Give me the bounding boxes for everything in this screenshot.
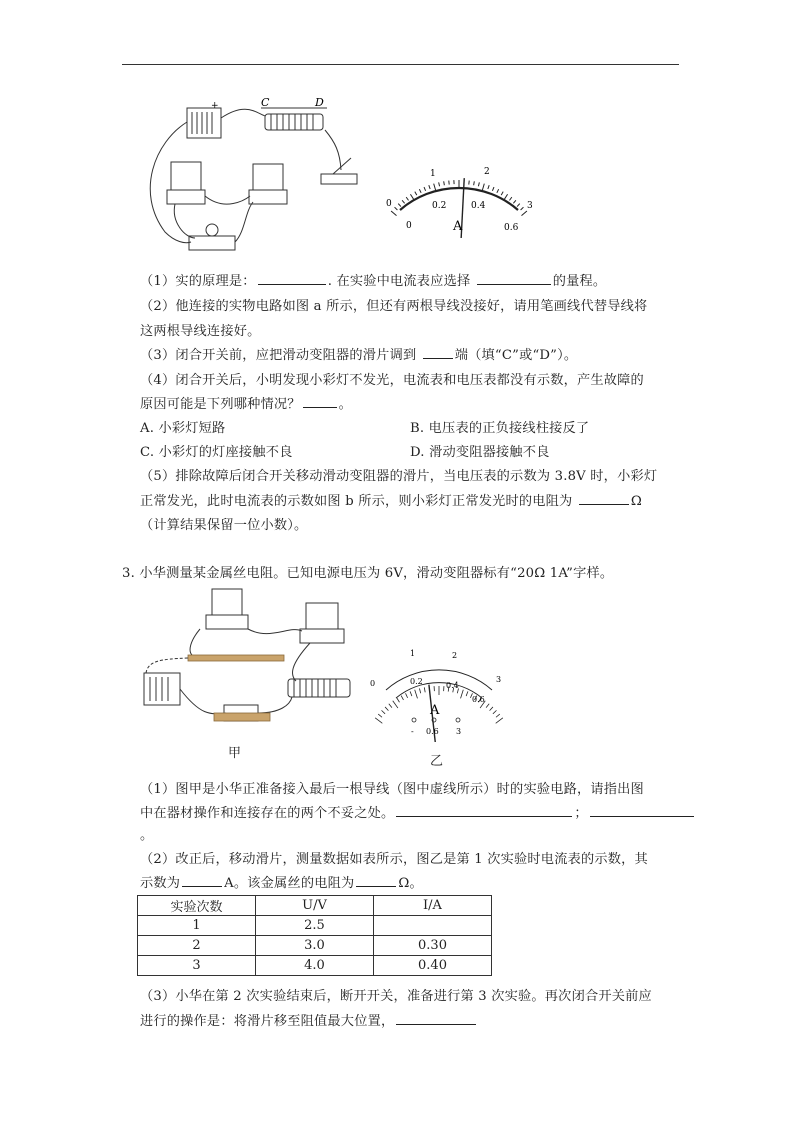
dial-tick bbox=[419, 189, 421, 193]
table-cell: 2.5 bbox=[256, 916, 374, 936]
dial-tick bbox=[490, 707, 493, 711]
dial-tick bbox=[439, 182, 440, 186]
table-header-row bbox=[138, 896, 492, 916]
dial-tick bbox=[401, 696, 403, 700]
table-cell: 3.0 bbox=[256, 936, 374, 956]
answer-blank[interactable] bbox=[356, 873, 396, 887]
dial-bottom-06: 0.6 bbox=[504, 223, 519, 233]
dial-tick bbox=[424, 687, 425, 692]
dial-tick bbox=[461, 690, 464, 699]
dial-tick bbox=[398, 204, 401, 207]
dial-tick bbox=[415, 690, 418, 699]
answer-blank[interactable] bbox=[303, 394, 337, 408]
dial-tick bbox=[382, 710, 386, 713]
dial-tick bbox=[444, 181, 445, 185]
q2-part4-line1: （4）闭合开关后，小明发现小彩灯不发光，电流表和电压表都没有示数，产生故障的 bbox=[140, 373, 644, 388]
dial2-top-2: 2 bbox=[452, 651, 458, 660]
table-header: 实验次数 bbox=[138, 896, 256, 916]
dial-tick bbox=[521, 211, 526, 216]
q2-part2-line2: 这两根导线连接好。 bbox=[140, 324, 261, 339]
answer-blank[interactable] bbox=[579, 491, 629, 505]
dial-tick bbox=[434, 184, 436, 191]
dial-tick bbox=[378, 714, 382, 717]
terminal-06: 0.6 bbox=[426, 727, 439, 736]
dial2-top-3: 3 bbox=[496, 675, 502, 684]
table-cell bbox=[374, 916, 492, 936]
header-rule bbox=[122, 64, 679, 65]
dial-tick bbox=[397, 698, 400, 702]
dial-tick bbox=[496, 718, 503, 723]
q3-part1-line1: （1）图甲是小华正准备接入最后一根导线（图中虚线所示）时的实验电路，请指出图 bbox=[140, 782, 644, 797]
dial-tick bbox=[486, 704, 489, 708]
q2-part3: （3）闭合开关前，应把滑动变阻器的滑片调到 端（填“C”或“D”）。 bbox=[140, 344, 577, 363]
dial-tick bbox=[393, 701, 398, 708]
dial-zero-bottom: 0 bbox=[406, 221, 412, 231]
fig-yi-caption: 乙 bbox=[430, 754, 444, 769]
dial-tick bbox=[395, 207, 398, 210]
answer-blank[interactable] bbox=[182, 873, 222, 887]
table-header: U/V bbox=[256, 896, 374, 916]
circuit-diagram-jia bbox=[140, 585, 358, 735]
table-row bbox=[138, 936, 492, 956]
table-cell: 2 bbox=[138, 936, 256, 956]
dial-tick bbox=[496, 714, 500, 717]
dial2-bottom-06: 0.6 bbox=[472, 695, 485, 704]
dial2-zero: 0 bbox=[370, 679, 376, 688]
q2-part4-line2: 原因可能是下列哪种情况？ 。 bbox=[140, 393, 352, 412]
answer-blank[interactable] bbox=[258, 271, 326, 285]
dial-tick bbox=[415, 192, 417, 195]
q2-part5-line1: （5）排除故障后闭合开关移动滑动变阻器的滑片，当电压表的示数为 3.8V 时，小彩灯 bbox=[140, 469, 658, 484]
dial-tick bbox=[410, 691, 412, 696]
dial-tick bbox=[501, 192, 503, 195]
dial-tick bbox=[424, 187, 426, 191]
dial-tick bbox=[429, 185, 430, 189]
dial-top-2: 2 bbox=[484, 167, 490, 177]
dial-tick bbox=[406, 197, 408, 200]
dial-tick bbox=[517, 204, 520, 207]
dial-tick bbox=[488, 185, 489, 189]
dial-tick bbox=[521, 207, 524, 210]
table-row bbox=[138, 956, 492, 976]
dial-unit: A bbox=[453, 219, 463, 234]
q2-option-a: A. 小彩灯短路 bbox=[140, 421, 226, 436]
table-header: I/A bbox=[374, 896, 492, 916]
q2-part5-line3: （计算结果保留一位小数）。 bbox=[140, 518, 308, 533]
terminal-3: 3 bbox=[456, 727, 462, 736]
table-cell: 0.30 bbox=[374, 936, 492, 956]
dial2-bottom-04: 0.4 bbox=[446, 681, 459, 690]
q2-option-d: D. 滑动变阻器接触不良 bbox=[410, 445, 550, 460]
label-d: D bbox=[315, 96, 324, 109]
q3-part3-line2: 进行的操作是：将滑片移至阻值最大位置， bbox=[140, 1010, 478, 1029]
ammeter-dial-b bbox=[378, 158, 548, 238]
data-table bbox=[137, 895, 492, 976]
table-cell: 4.0 bbox=[256, 956, 374, 976]
table-row bbox=[138, 916, 492, 936]
dial2-unit: A bbox=[430, 703, 440, 718]
dial-top-3: 3 bbox=[527, 201, 533, 211]
dial-bottom-02: 0.2 bbox=[432, 201, 447, 211]
dial-tick bbox=[497, 189, 499, 193]
dial-tick bbox=[466, 691, 468, 696]
table-cell: 1 bbox=[138, 916, 256, 936]
dial-tick bbox=[385, 707, 388, 711]
dial2-bottom-02: 0.2 bbox=[410, 677, 423, 686]
q2-part1: （1）实的原理是： . 在实验中电流表应选择 的量程。 bbox=[140, 270, 606, 289]
dial-tick bbox=[406, 693, 408, 698]
dial-tick bbox=[391, 211, 396, 216]
q3-part1-line2: 中在器材操作和连接存在的两个不妥之处。 ； bbox=[140, 802, 696, 821]
answer-blank[interactable] bbox=[396, 803, 572, 817]
dial-tick bbox=[509, 197, 511, 200]
dial-zero-top: 0 bbox=[386, 199, 392, 209]
dial2-top-1: 1 bbox=[410, 649, 416, 658]
label-c: C bbox=[261, 96, 270, 109]
ammeter-dial-yi bbox=[368, 646, 518, 742]
table-cell: 0.40 bbox=[374, 956, 492, 976]
q3-part3-line1: （3）小华在第 2 次实验结束后，断开开关，准备进行第 3 次实验。再次闭合开关前应 bbox=[140, 989, 652, 1004]
dial-tick bbox=[492, 187, 494, 191]
dial-tick bbox=[419, 688, 420, 693]
dial-tick bbox=[402, 200, 405, 203]
table-cell: 3 bbox=[138, 956, 256, 976]
dial-tick bbox=[478, 182, 479, 186]
answer-blank[interactable] bbox=[590, 803, 694, 817]
q2-part2-line1: （2）他连接的实物电路如图 a 所示，但还有两根导线没接好，请用笔画线代替导线将 bbox=[140, 299, 648, 314]
fig-jia-caption: 甲 bbox=[228, 746, 242, 761]
dial-bottom-04: 0.4 bbox=[471, 201, 486, 211]
label-plus: + bbox=[211, 101, 219, 111]
answer-blank[interactable] bbox=[477, 271, 551, 285]
circuit-diagram-a bbox=[135, 92, 375, 262]
dial-tick bbox=[410, 194, 414, 200]
dial-top-1: 1 bbox=[430, 169, 436, 179]
q2-option-b: B. 电压表的正负接线柱接反了 bbox=[410, 421, 590, 436]
terminal-minus: - bbox=[411, 727, 414, 736]
q2-option-c: C. 小彩灯的灯座接触不良 bbox=[140, 445, 293, 460]
q3-title: 3. 小华测量某金属丝电阻。已知电源电压为 6V，滑动变阻器标有“20Ω 1A”字样。 bbox=[122, 566, 614, 581]
q2-part5-line2: 正常发光，此时电流表的示数如图 b 所示，则小彩灯正常发光时的电阻为 Ω bbox=[140, 490, 642, 509]
q3-part2-line1: （2）改正后，移动滑片，测量数据如表所示，图乙是第 1 次实验时电流表的示数，其 bbox=[140, 852, 648, 867]
dial-tick bbox=[513, 200, 516, 203]
dial-tick bbox=[482, 184, 484, 191]
answer-blank[interactable] bbox=[396, 1011, 476, 1025]
dial-tick bbox=[474, 181, 475, 185]
dial-tick bbox=[389, 704, 392, 708]
q3-part2-line2: 示数为 A。该金属丝的电阻为 Ω。 bbox=[140, 872, 423, 891]
dial-tick bbox=[375, 718, 382, 723]
dial-tick bbox=[504, 194, 508, 200]
answer-blank[interactable] bbox=[423, 345, 453, 359]
dial-tick bbox=[493, 710, 497, 713]
q3-part1-line3: 。 bbox=[140, 828, 154, 843]
